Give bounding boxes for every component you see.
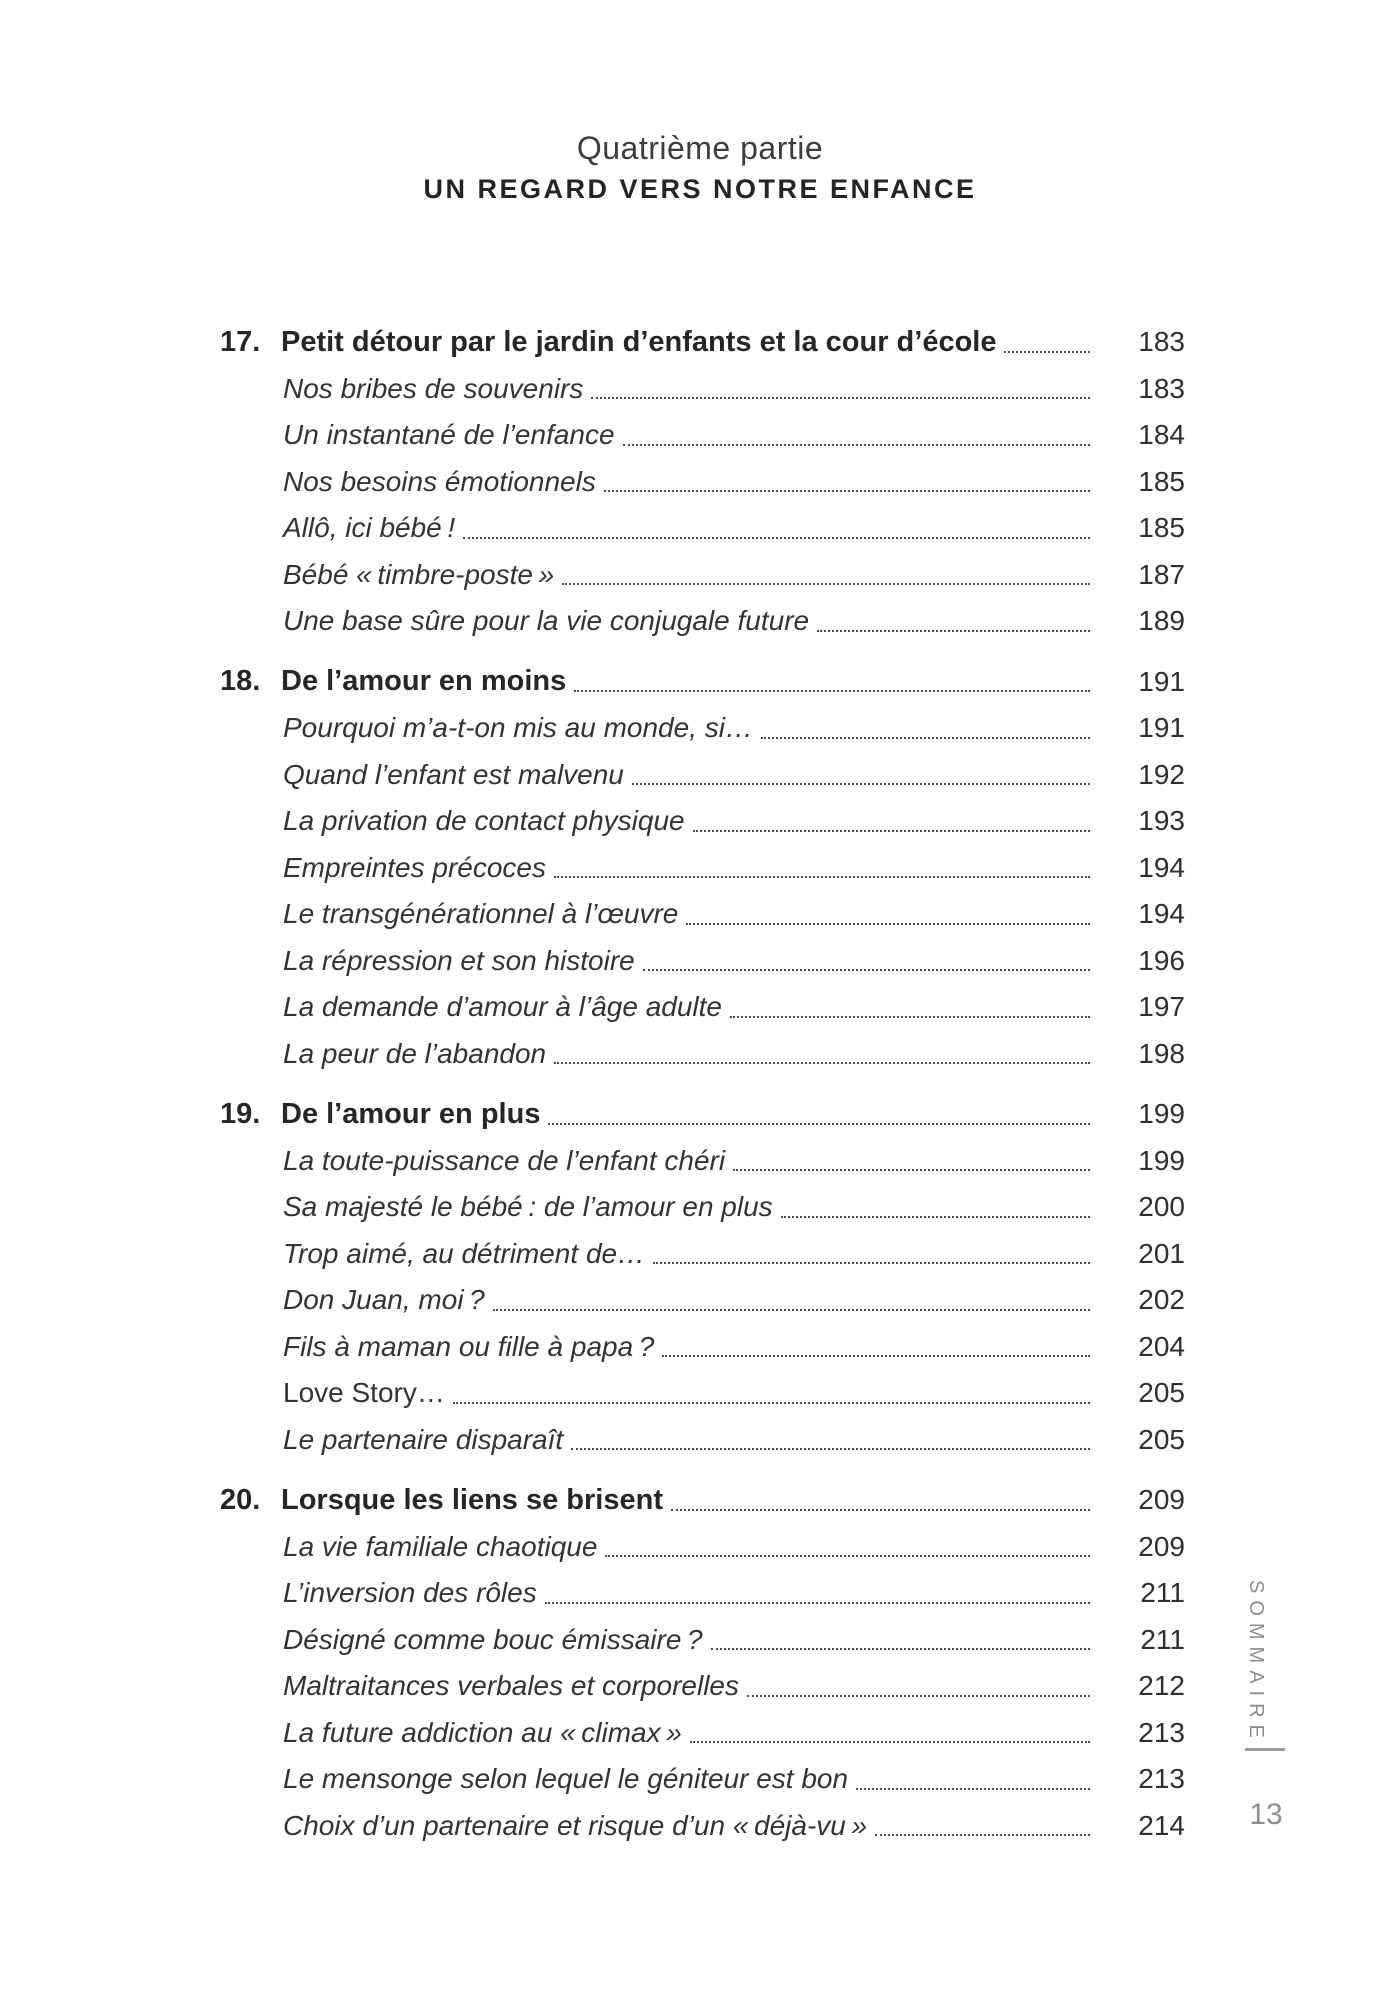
entry-title: Bébé « timbre-poste » bbox=[283, 558, 555, 590]
toc-entry-row bbox=[220, 798, 1185, 845]
dot-leader bbox=[562, 582, 1090, 585]
dot-leader bbox=[632, 782, 1090, 785]
entry-title: Le transgénérationnel à l’œuvre bbox=[283, 898, 679, 930]
sidebar-rule bbox=[1245, 1748, 1285, 1751]
chapter-title: Petit détour par le jardin d’enfants et la cour d’école bbox=[281, 325, 997, 358]
entry-page-ref: 185 bbox=[1138, 512, 1185, 544]
folio-page-number: 13 bbox=[1249, 1798, 1283, 1831]
dot-leader bbox=[493, 1308, 1090, 1311]
entry-title: L’inversion des rôles bbox=[283, 1577, 537, 1609]
entry-title: Maltraitances verbales et corporelles bbox=[283, 1670, 739, 1702]
chapter-page-ref: 183 bbox=[1138, 326, 1185, 358]
dot-leader bbox=[604, 489, 1090, 492]
dot-leader bbox=[671, 1508, 1090, 1511]
entry-title: Don Juan, moi ? bbox=[283, 1284, 485, 1316]
sidebar-sommaire-label: SOMMAIRE bbox=[1245, 1580, 1267, 1745]
entry-title: La demande d’amour à l’âge adulte bbox=[283, 991, 722, 1023]
entry-title: La répression et son histoire bbox=[283, 944, 635, 976]
entry-title: La toute-puissance de l’enfant chéri bbox=[283, 1144, 726, 1176]
dot-leader bbox=[730, 1015, 1090, 1018]
dot-leader bbox=[574, 689, 1090, 692]
toc-entry-row bbox=[220, 1184, 1185, 1231]
toc-entry-row bbox=[220, 505, 1185, 552]
entry-page-ref: 189 bbox=[1138, 605, 1185, 637]
dot-leader bbox=[554, 875, 1090, 878]
toc-entry-row bbox=[220, 1803, 1185, 1850]
chapter-title: Lorsque les liens se brisent bbox=[281, 1483, 663, 1516]
dot-leader bbox=[653, 1261, 1090, 1264]
part-label: Quatrième partie bbox=[576, 130, 824, 166]
chapter-number: 17. bbox=[220, 325, 261, 358]
entry-page-ref: 197 bbox=[1138, 991, 1185, 1023]
toc-chapter-row bbox=[220, 1477, 1185, 1524]
entry-page-ref: 213 bbox=[1138, 1716, 1185, 1748]
toc-entry-row bbox=[220, 1570, 1185, 1617]
toc-entry-row bbox=[220, 891, 1185, 938]
entry-page-ref: 201 bbox=[1138, 1237, 1185, 1269]
toc-entry-row bbox=[220, 459, 1185, 506]
entry-title: Fils à maman ou fille à papa ? bbox=[283, 1330, 655, 1362]
table-of-contents bbox=[220, 319, 1185, 1849]
entry-page-ref: 202 bbox=[1138, 1284, 1185, 1316]
toc-entry-row bbox=[220, 366, 1185, 413]
toc-entry-row bbox=[220, 1138, 1185, 1185]
chapter-number: 18. bbox=[220, 665, 261, 698]
entry-title: Allô, ici bébé ! bbox=[283, 512, 456, 544]
entry-page-ref: 184 bbox=[1138, 419, 1185, 451]
entry-page-ref: 193 bbox=[1138, 805, 1185, 837]
dot-leader bbox=[591, 396, 1090, 399]
dot-leader bbox=[693, 829, 1090, 832]
entry-title: Nos bribes de souvenirs bbox=[283, 372, 584, 404]
dot-leader bbox=[1004, 350, 1090, 353]
entry-title: Empreintes précoces bbox=[283, 851, 547, 883]
entry-title: La peur de l’abandon bbox=[283, 1037, 547, 1069]
dot-leader bbox=[875, 1833, 1090, 1836]
chapter-page-ref: 209 bbox=[1138, 1484, 1185, 1516]
entry-title: La future addiction au « climax » bbox=[283, 1716, 682, 1748]
dot-leader bbox=[453, 1401, 1090, 1404]
entry-title: Quand l’enfant est malvenu bbox=[283, 758, 624, 790]
entry-page-ref: 205 bbox=[1138, 1423, 1185, 1455]
dot-leader bbox=[643, 968, 1090, 971]
entry-page-ref: 196 bbox=[1138, 944, 1185, 976]
toc-entry-row bbox=[220, 1231, 1185, 1278]
entry-title: Choix d’un partenaire et risque d’un « déjà-vu » bbox=[283, 1809, 868, 1841]
entry-title: Sa majesté le bébé : de l’amour en plus bbox=[283, 1191, 773, 1223]
toc-entry-row bbox=[220, 412, 1185, 459]
dot-leader bbox=[711, 1647, 1090, 1650]
entry-title: Le mensonge selon lequel le géniteur est bon bbox=[283, 1763, 849, 1795]
dot-leader bbox=[733, 1168, 1090, 1171]
entry-page-ref: 198 bbox=[1138, 1037, 1185, 1069]
dot-leader bbox=[463, 536, 1090, 539]
toc-entry-row bbox=[220, 598, 1185, 645]
toc-entry-row bbox=[220, 1417, 1185, 1464]
toc-entry-row bbox=[220, 1277, 1185, 1324]
entry-page-ref: 214 bbox=[1138, 1809, 1185, 1841]
dot-leader bbox=[571, 1447, 1090, 1450]
chapter-number: 19. bbox=[220, 1097, 261, 1130]
entry-page-ref: 205 bbox=[1138, 1377, 1185, 1409]
chapter-number: 20. bbox=[220, 1483, 261, 1516]
chapter-title: De l’amour en moins bbox=[281, 665, 567, 698]
entry-page-ref: 200 bbox=[1138, 1191, 1185, 1223]
entry-title: Love Story… bbox=[283, 1377, 445, 1409]
entry-title: Trop aimé, au détriment de… bbox=[283, 1237, 646, 1269]
entry-page-ref: 183 bbox=[1138, 372, 1185, 404]
entry-page-ref: 211 bbox=[1140, 1577, 1185, 1609]
toc-entry-row bbox=[220, 1710, 1185, 1757]
entry-page-ref: 204 bbox=[1138, 1330, 1185, 1362]
toc-entry-row bbox=[220, 1370, 1185, 1417]
entry-page-ref: 213 bbox=[1138, 1763, 1185, 1795]
toc-entry-row bbox=[220, 938, 1185, 985]
dot-leader bbox=[554, 1061, 1090, 1064]
entry-page-ref: 212 bbox=[1138, 1670, 1185, 1702]
dot-leader bbox=[856, 1787, 1090, 1790]
toc-entry-row bbox=[220, 845, 1185, 892]
entry-title: Nos besoins émotionnels bbox=[283, 465, 596, 497]
entry-page-ref: 209 bbox=[1138, 1530, 1185, 1562]
dot-leader bbox=[690, 1740, 1090, 1743]
entry-page-ref: 192 bbox=[1138, 758, 1185, 790]
dot-leader bbox=[623, 443, 1090, 446]
dot-leader bbox=[817, 629, 1090, 632]
entry-page-ref: 194 bbox=[1138, 851, 1185, 883]
chapter-page-ref: 191 bbox=[1138, 665, 1185, 697]
entry-title: La vie familiale chaotique bbox=[283, 1530, 598, 1562]
toc-entry-row bbox=[220, 552, 1185, 599]
entry-title: Désigné comme bouc émissaire ? bbox=[283, 1623, 703, 1655]
toc-chapter-row bbox=[220, 1091, 1185, 1138]
entry-title: Une base sûre pour la vie conjugale future bbox=[283, 605, 810, 637]
entry-title: La privation de contact physique bbox=[283, 805, 685, 837]
part-title: UN REGARD VERS NOTRE ENFANCE bbox=[423, 174, 977, 204]
entry-page-ref: 211 bbox=[1140, 1623, 1185, 1655]
toc-entry-row bbox=[220, 1756, 1185, 1803]
toc-entry-row bbox=[220, 705, 1185, 752]
toc-chapter-row bbox=[220, 319, 1185, 366]
toc-entry-row bbox=[220, 1663, 1185, 1710]
dot-leader bbox=[781, 1215, 1090, 1218]
chapter-page-ref: 199 bbox=[1138, 1098, 1185, 1130]
dot-leader bbox=[747, 1694, 1090, 1697]
entry-page-ref: 185 bbox=[1138, 465, 1185, 497]
toc-entry-row bbox=[220, 1617, 1185, 1664]
toc-entry-row bbox=[220, 1031, 1185, 1078]
entry-page-ref: 191 bbox=[1138, 712, 1185, 744]
dot-leader bbox=[662, 1354, 1090, 1357]
toc-chapter-row bbox=[220, 659, 1185, 706]
entry-title: Pourquoi m’a-t-on mis au monde, si… bbox=[283, 712, 753, 744]
entry-page-ref: 187 bbox=[1138, 558, 1185, 590]
dot-leader bbox=[545, 1601, 1090, 1604]
toc-entry-row bbox=[220, 984, 1185, 1031]
toc-entry-row bbox=[220, 1324, 1185, 1371]
entry-page-ref: 199 bbox=[1138, 1144, 1185, 1176]
part-header bbox=[0, 128, 1400, 208]
entry-title: Le partenaire disparaît bbox=[283, 1423, 564, 1455]
toc-entry-row bbox=[220, 752, 1185, 799]
toc-entry-row bbox=[220, 1524, 1185, 1571]
chapter-title: De l’amour en plus bbox=[281, 1097, 541, 1130]
dot-leader bbox=[761, 736, 1090, 739]
dot-leader bbox=[605, 1554, 1090, 1557]
entry-title: Un instantané de l’enfance bbox=[283, 419, 615, 451]
entry-page-ref: 194 bbox=[1138, 898, 1185, 930]
dot-leader bbox=[548, 1122, 1090, 1125]
dot-leader bbox=[686, 922, 1090, 925]
